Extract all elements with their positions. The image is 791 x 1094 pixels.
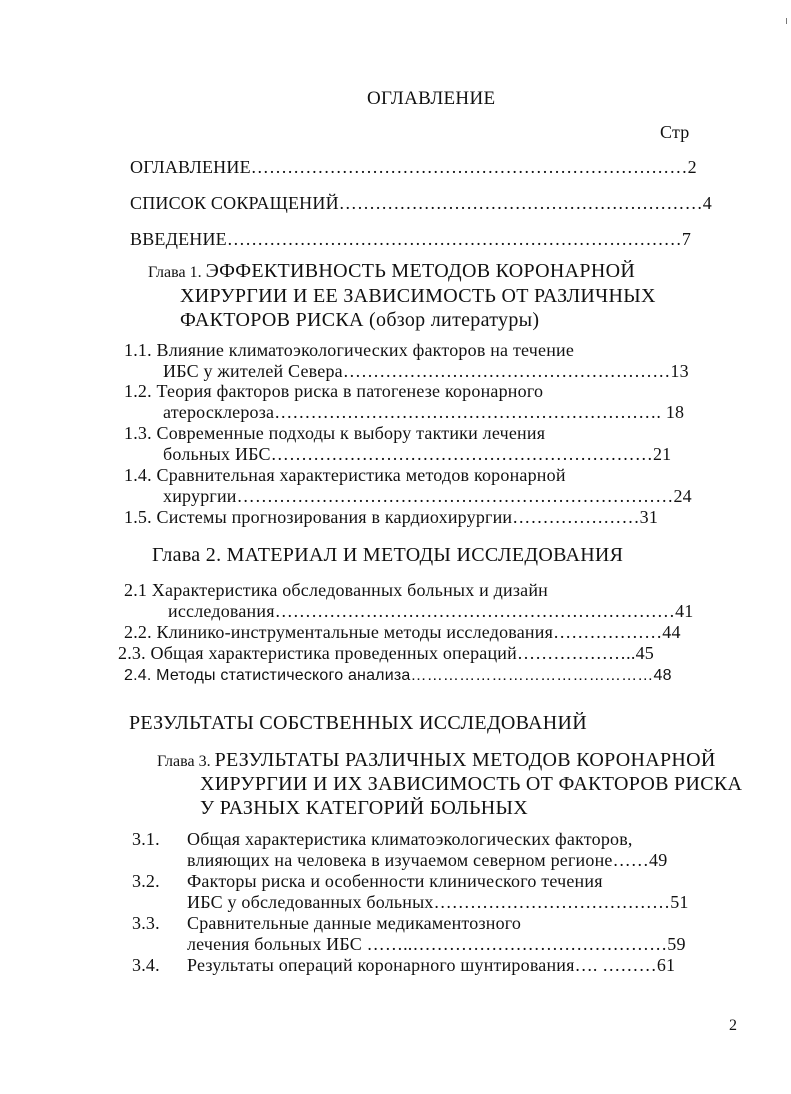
toc-item-3-1-line-1[interactable]: Общая характеристика климатоэкологических факторов, xyxy=(187,829,633,849)
chapter-1-label: Глава 1. xyxy=(148,264,202,281)
toc-item-3-3-line-2[interactable]: лечения больных ИБС ……..……………………………………59 xyxy=(187,934,686,954)
results-heading: РЕЗУЛЬТАТЫ СОБСТВЕННЫХ ИССЛЕДОВАНИЙ xyxy=(129,712,587,734)
chapter-2-heading: Глава 2. МАТЕРИАЛ И МЕТОДЫ ИССЛЕДОВАНИЯ xyxy=(152,544,624,566)
toc-entry-introduction[interactable]: ВВЕДЕНИЕ…………………………………………………………………7 xyxy=(130,229,692,249)
page-column-label: Стр xyxy=(660,122,690,142)
toc-item-3-4-number: 3.4. xyxy=(132,955,160,975)
toc-entry-contents[interactable]: ОГЛАВЛЕНИЕ………………………………………………………………2 xyxy=(130,157,697,177)
toc-item-3-3-line-1[interactable]: Сравнительные данные медикаментозного xyxy=(187,913,522,933)
toc-item-3-2-line-1[interactable]: Факторы риска и особенности клинического течения xyxy=(187,871,603,891)
document-title: ОГЛАВЛЕНИЕ xyxy=(367,88,496,109)
chapter-1-title-line-2: ХИРУРГИИ И ЕЕ ЗАВИСИМОСТЬ ОТ РАЗЛИЧНЫХ xyxy=(180,285,656,307)
toc-item-3-2-number: 3.2. xyxy=(132,871,160,891)
toc-item-1-1-line-1[interactable]: 1.1. Влияние климатоэкологических факторов на течение xyxy=(124,340,575,360)
toc-item-1-1-line-2[interactable]: ИБС у жителей Севера………………………………………………13 xyxy=(163,361,689,381)
toc-item-2-1-line-2[interactable]: исследования…………………………………………………………41 xyxy=(168,601,694,621)
toc-item-2-4[interactable]: 2.4. Методы статистического анализа………………………………………48 xyxy=(124,667,672,684)
chapter-3-title-line-1: РЕЗУЛЬТАТЫ РАЗЛИЧНЫХ МЕТОДОВ КОРОНАРНОЙ xyxy=(214,749,716,771)
scan-edge-mark xyxy=(786,18,787,24)
toc-item-1-3-line-2[interactable]: больных ИБС………………………………………………………21 xyxy=(163,444,672,464)
chapter-3-title-line-3: У РАЗНЫХ КАТЕГОРИЙ БОЛЬНЫХ xyxy=(200,797,528,819)
toc-item-3-1-number: 3.1. xyxy=(132,829,160,849)
page-number: 2 xyxy=(729,1017,737,1034)
toc-item-3-1-line-2[interactable]: влияющих на человека в изучаемом северном регионе……49 xyxy=(187,850,668,870)
chapter-3-label: Глава 3. xyxy=(157,753,211,770)
chapter-3-title-line-2: ХИРУРГИИ И ИХ ЗАВИСИМОСТЬ ОТ ФАКТОРОВ РИСКА xyxy=(200,773,743,795)
toc-item-2-3[interactable]: 2.3. Общая характеристика проведенных операций………………..45 xyxy=(118,643,654,663)
toc-item-1-5[interactable]: 1.5. Системы прогнозирования в кардиохирургии…………………31 xyxy=(124,507,659,527)
toc-item-3-3-number: 3.3. xyxy=(132,913,160,933)
chapter-1-title-line-1: ЭФФЕКТИВНОСТЬ МЕТОДОВ КОРОНАРНОЙ xyxy=(205,260,636,282)
toc-item-1-4-line-1[interactable]: 1.4. Сравнительная характеристика методов коронарной xyxy=(124,465,566,485)
toc-item-3-2-line-2[interactable]: ИБС у обследованных больных…………………………………51 xyxy=(187,892,689,912)
toc-item-3-4-line-1[interactable]: Результаты операций коронарного шунтирования…. ………61 xyxy=(187,955,676,975)
toc-entry-abbreviations[interactable]: СПИСОК СОКРАЩЕНИЙ……………………………………………………4 xyxy=(130,193,712,213)
toc-item-2-1-line-1[interactable]: 2.1 Характеристика обследованных больных и дизайн xyxy=(124,580,549,600)
chapter-1-title-line-3: ФАКТОРОВ РИСКА (обзор литературы) xyxy=(180,309,540,331)
toc-item-2-2[interactable]: 2.2. Клинико-инструментальные методы исследования………………44 xyxy=(124,622,681,642)
chapter-3-heading xyxy=(157,749,716,772)
toc-item-1-3-line-1[interactable]: 1.3. Современные подходы к выбору тактики лечения xyxy=(124,423,546,443)
toc-item-1-4-line-2[interactable]: хирургии………………………………………………………………24 xyxy=(163,486,692,506)
toc-item-1-2-line-1[interactable]: 1.2. Теория факторов риска в патогенезе коронарного xyxy=(124,381,544,401)
toc-item-1-2-line-2[interactable]: атеросклероза………………………………………………………. 18 xyxy=(163,402,685,422)
chapter-1-heading xyxy=(148,260,635,283)
